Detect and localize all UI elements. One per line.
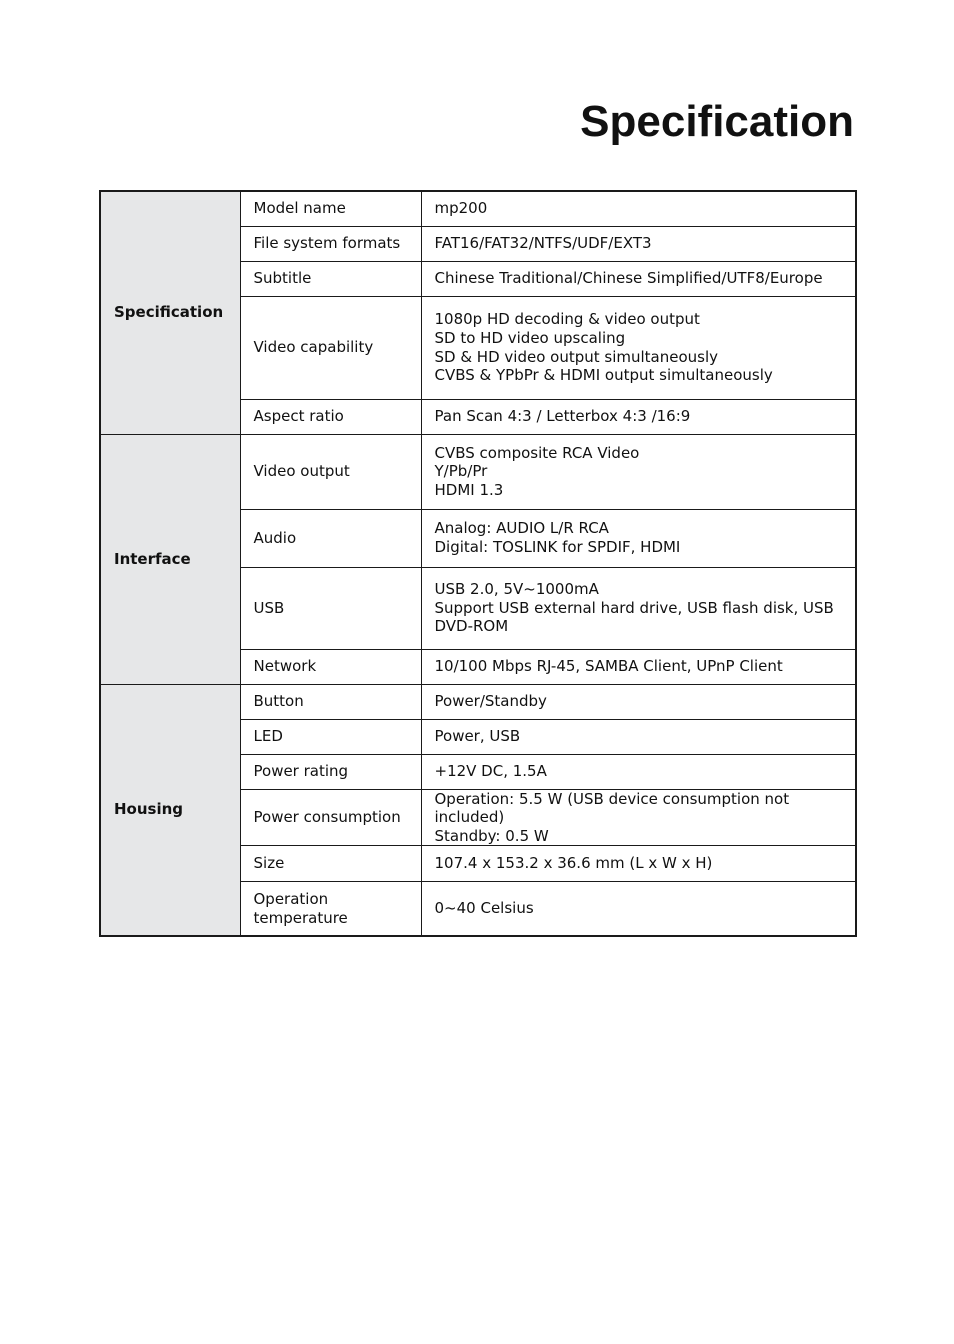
- spec-value: Power, USB: [421, 719, 856, 754]
- spec-label: Network: [240, 649, 421, 684]
- spec-label: Video capability: [240, 296, 421, 399]
- spec-value: 107.4 x 153.2 x 36.6 mm (L x W x H): [421, 846, 856, 882]
- table-row: [100, 684, 856, 719]
- group-header-interface: Interface: [100, 434, 240, 684]
- spec-value: +12V DC, 1.5A: [421, 754, 856, 789]
- spec-value: Operation: 5.5 W (USB device consumption not included) Standby: 0.5 W: [421, 789, 856, 846]
- spec-value: USB 2.0, 5V~1000mA Support USB external hard drive, USB flash disk, USB DVD-ROM: [421, 567, 856, 649]
- spec-value: 0~40 Celsius: [421, 882, 856, 936]
- page-title: Specification: [580, 97, 854, 146]
- spec-label: Operation temperature: [240, 882, 421, 936]
- spec-label: LED: [240, 719, 421, 754]
- spec-value: mp200: [421, 191, 856, 226]
- spec-table-body: [100, 191, 856, 936]
- spec-value: 1080p HD decoding & video output SD to HD video upscaling SD & HD video output simultaneously CVBS & YPbPr & HDMI output simultaneously: [421, 296, 856, 399]
- spec-label: Size: [240, 846, 421, 882]
- spec-label: Power consumption: [240, 789, 421, 846]
- spec-value: Analog: AUDIO L/R RCA Digital: TOSLINK for SPDIF, HDMI: [421, 509, 856, 567]
- spec-label: Aspect ratio: [240, 399, 421, 434]
- spec-label: Audio: [240, 509, 421, 567]
- spec-value: Power/Standby: [421, 684, 856, 719]
- spec-value: Chinese Traditional/Chinese Simplified/UTF8/Europe: [421, 261, 856, 296]
- spec-value: Pan Scan 4:3 / Letterbox 4:3 /16:9: [421, 399, 856, 434]
- spec-value: CVBS composite RCA Video Y/Pb/Pr HDMI 1.3: [421, 434, 856, 509]
- table-row: [100, 434, 856, 509]
- spec-label: Model name: [240, 191, 421, 226]
- spec-label: Button: [240, 684, 421, 719]
- spec-label: File system formats: [240, 226, 421, 261]
- spec-value: 10/100 Mbps RJ-45, SAMBA Client, UPnP Client: [421, 649, 856, 684]
- group-header-housing: Housing: [100, 684, 240, 936]
- spec-label: Video output: [240, 434, 421, 509]
- spec-label: Subtitle: [240, 261, 421, 296]
- spec-value: FAT16/FAT32/NTFS/UDF/EXT3: [421, 226, 856, 261]
- spec-label: USB: [240, 567, 421, 649]
- spec-table: [99, 190, 857, 937]
- table-row: [100, 191, 856, 226]
- spec-label: Power rating: [240, 754, 421, 789]
- group-header-specification: Specification: [100, 191, 240, 434]
